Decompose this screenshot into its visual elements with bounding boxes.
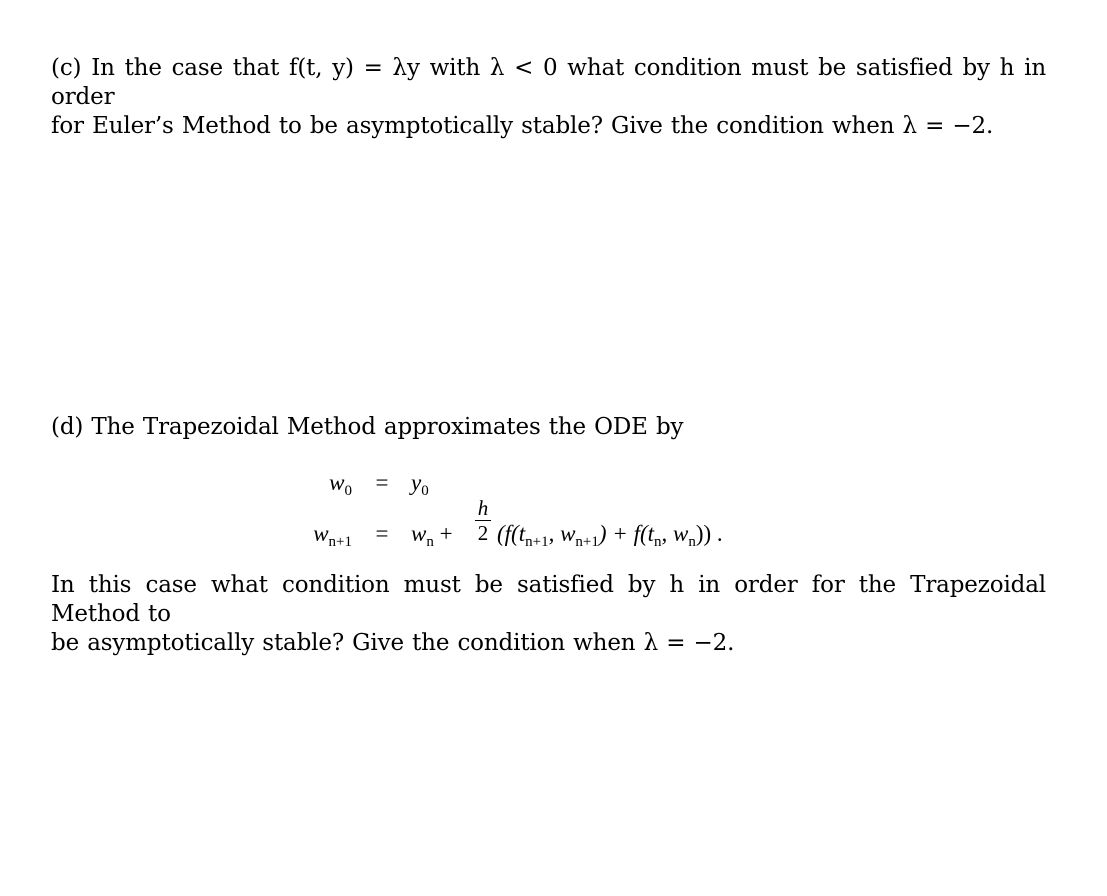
- equation-2-relation: =: [375, 521, 389, 546]
- part-c-line-1: In the case that f(t, y) = λy with λ < 0 what condition must be satisfied by h in order: [51, 55, 1046, 110]
- equation-2-rhs-start: $w_n$ +: [411, 521, 453, 550]
- equation-1-lhs: $w_0$: [329, 470, 352, 499]
- part-d-intro-text: The Trapezoidal Method approximates the ODE by: [91, 414, 684, 440]
- equation-2-lhs: $w_{n+1}$: [313, 521, 352, 550]
- fraction-h-over-2: [474, 497, 492, 543]
- part-c-label: (c): [51, 55, 82, 81]
- equation-1-relation: =: [375, 470, 389, 495]
- question-part-d-intro: [51, 413, 1046, 442]
- fraction-numerator: h: [477, 496, 489, 520]
- equation-1-rhs: $y_0$: [411, 470, 429, 499]
- question-part-d-followup: [51, 571, 1046, 658]
- part-d-label: (d): [51, 414, 84, 440]
- part-d-followup-line-1: In this case what condition must be satisfied by h in order for the Trapezoidal Method to: [51, 572, 1046, 627]
- part-c-line-2: for Euler’s Method to be asymptotically stable? Give the condition when λ = −2.: [51, 113, 994, 139]
- fraction-denominator: 2: [477, 521, 489, 545]
- question-part-c: [51, 54, 1046, 141]
- part-d-followup-line-2: be asymptotically stable? Give the condition when λ = −2.: [51, 630, 735, 656]
- equation-2-rhs-rest: ($f(t_{n+1}$, $w_{n+1}) + f(t_n$, $w_n$)) .: [497, 521, 723, 550]
